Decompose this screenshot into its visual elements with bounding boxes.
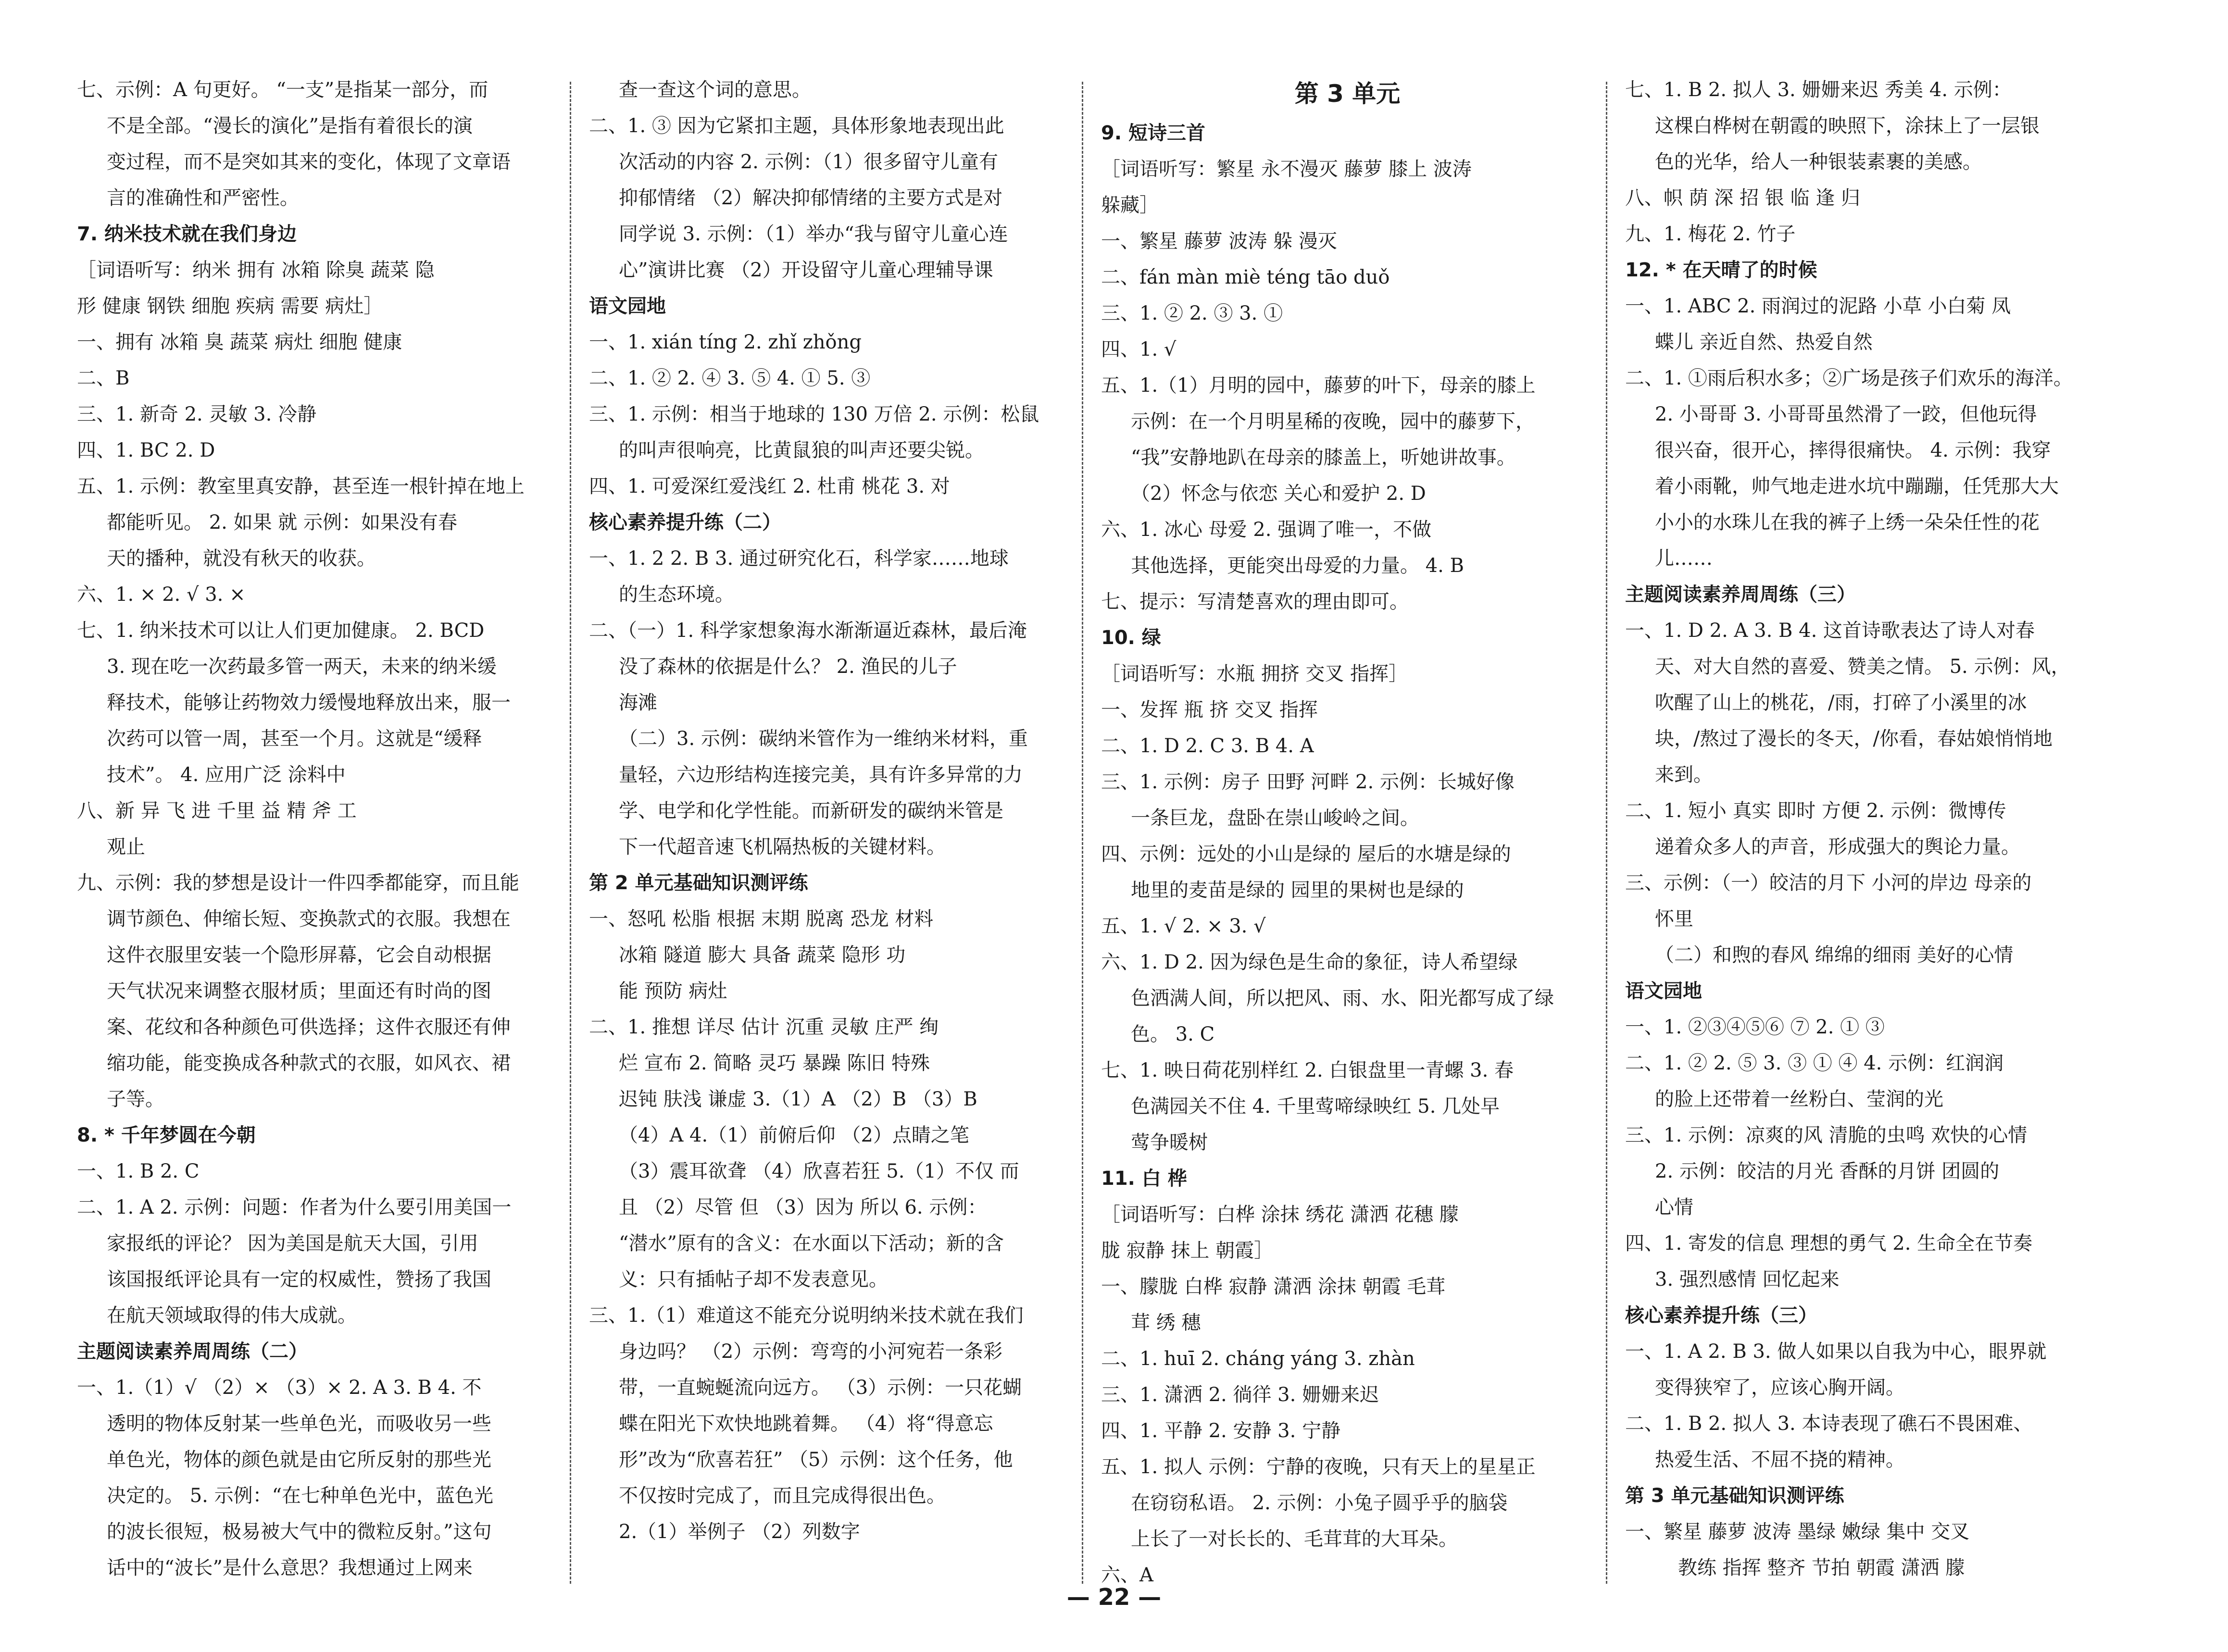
answer-line: 缩功能，能变换成各种款式的衣服，如风衣、裙: [107, 1052, 511, 1074]
answer-line: 来到。: [1655, 764, 1713, 786]
answer-line: 3. 现在吃一次药最多管一两天，未来的纳米缓: [107, 656, 497, 678]
answer-line: 一、怒吼 松脂 根据 末期 脱离 恐龙 材料: [589, 908, 934, 930]
answer-line: 其他选择，更能突出母爱的力量。 4. B: [1131, 555, 1464, 577]
answer-line: 3. 强烈感情 回忆起来: [1655, 1268, 1840, 1291]
answer-line: 六、1. × 2. √ 3. ×: [77, 584, 246, 606]
answer-line: 莺争暖树: [1131, 1131, 1208, 1154]
answer-line: 一、繁星 藤萝 波涛 躲 漫灭: [1101, 230, 1337, 252]
answer-line: 一条巨龙，盘卧在崇山峻岭之间。: [1131, 807, 1419, 829]
answer-column-1: [77, 72, 546, 1586]
answer-line: 二、1. 短小 真实 即时 方便 2. 示例：微博传: [1625, 800, 2006, 822]
answer-line: 五、1. 示例：教室里真安静，甚至连一根针掉在地上: [77, 475, 525, 497]
answer-line: 一、繁星 藤萝 波涛 墨绿 嫩绿 集中 交叉: [1625, 1521, 1970, 1543]
answer-line: 的生态环境。: [619, 584, 734, 606]
answer-line: 三、1. 示例：房子 田野 河畔 2. 示例：长城好像: [1101, 771, 1515, 793]
answer-line: 调节颜色、伸缩长短、变换款式的衣服。我想在: [107, 908, 511, 930]
answer-line: 色的光华，给人一种银装素裹的美感。: [1655, 151, 1982, 173]
answer-line: 四、1. 平静 2. 安静 3. 宁静: [1101, 1420, 1341, 1442]
answer-line: 海滩: [619, 692, 657, 714]
answer-line: 技术”。 4. 应用广泛 涂料中: [107, 764, 346, 786]
column-divider: [570, 82, 571, 1584]
answer-line: 一、1. 2 2. B 3. 通过研究化石，科学家……地球: [589, 547, 1009, 570]
answer-line: 一、发挥 瓶 挤 交叉 指挥: [1101, 699, 1318, 721]
section-heading: 第 2 单元基础知识测评练: [589, 872, 808, 894]
answer-line: 着小雨靴，帅气地走进水坑中蹦蹦，任凭那大大: [1655, 475, 2059, 497]
answer-line: 天、对大自然的喜爱、赞美之情。 5. 示例：风，: [1655, 656, 2070, 678]
answer-line: 三、示例：（一）皎洁的月下 小河的岸边 母亲的: [1625, 872, 2032, 894]
answer-line: 示例：在一个月明星稀的夜晚，园中的藤萝下，: [1131, 410, 1535, 433]
answer-line: 烂 宣布 2. 简略 灵巧 暴躁 陈旧 特殊: [619, 1052, 930, 1074]
answer-line: “我”安静地趴在母亲的膝盖上，听她讲故事。: [1131, 447, 1516, 469]
answer-line: 心情: [1655, 1196, 1693, 1218]
answer-line: 六、1. D 2. 因为绿色是生命的象征，诗人希望绿: [1101, 951, 1518, 973]
answer-line: 五、1.（1）月明的园中，藤萝的叶下，母亲的膝上: [1101, 374, 1536, 397]
section-heading: 核心素养提升练（二）: [589, 511, 781, 534]
answer-line: 五、1. 拟人 示例：宁静的夜晚，只有天上的星星正: [1101, 1456, 1536, 1478]
answer-line: 二、1. ①雨后积水多；②广场是孩子们欢乐的海洋。: [1625, 367, 2073, 389]
answer-line: 蝶儿 亲近自然、热爱自然: [1655, 331, 1873, 353]
answer-line: 次活动的内容 2. 示例：（1）很多留守儿童有: [619, 151, 999, 173]
answer-line: 冰箱 隧道 膨大 具备 蔬菜 隐形 功: [619, 944, 906, 966]
answer-line: 2.（1）举例子 （2）列数字: [619, 1521, 860, 1543]
answer-line: 在窃窃私语。 2. 示例：小兔子圆乎乎的脑袋: [1131, 1492, 1508, 1514]
answer-line: 六、A: [1101, 1564, 1153, 1586]
section-heading: 核心素养提升练（三）: [1625, 1304, 1817, 1327]
answer-line: 身边吗？ （2）示例：弯弯的小河宛若一条彩: [619, 1341, 1003, 1363]
answer-line: 二、1. 推想 详尽 估计 沉重 灵敏 庄严 绚: [589, 1016, 939, 1038]
answer-line: 上长了一对长长的、毛茸茸的大耳朵。: [1131, 1528, 1458, 1550]
answer-line: 二、1. D 2. C 3. B 4. A: [1101, 735, 1314, 757]
answer-line: 胧 寂静 抹上 朝霞］: [1101, 1240, 1274, 1262]
answer-line: 三、1. 潇洒 2. 徜徉 3. 姗姗来迟: [1101, 1384, 1379, 1406]
answer-line: 八、帜 荫 深 招 银 临 逢 归: [1625, 187, 1861, 209]
answer-line: 色洒满人间，所以把风、雨、水、阳光都写成了绿: [1131, 987, 1554, 1009]
answer-line: 蝶在阳光下欢快地跳着舞。 （4）将“得意忘: [619, 1413, 993, 1435]
answer-line: ［词语听写：繁星 永不漫灭 藤萝 膝上 波涛: [1101, 158, 1472, 180]
answer-line: ［词语听写：纳米 拥有 冰箱 除臭 蔬菜 隐: [77, 259, 435, 281]
answer-line: 二、1. ③ 因为它紧扣主题，具体形象地表现出此: [589, 115, 1004, 137]
answer-line: 块，/熬过了漫长的冬天，/你看，春姑娘悄悄地: [1655, 728, 2053, 750]
answer-line: 抑郁情绪 （2）解决抑郁情绪的主要方式是对: [619, 187, 1003, 209]
answer-line: 二、（一）1. 科学家想象海水渐渐逼近森林，最后淹: [589, 620, 1027, 642]
answer-line: 吹醒了山上的桃花，/雨，打碎了小溪里的冰: [1655, 692, 2027, 714]
answer-line: 教练 指挥 整齐 节拍 朝霞 潇洒 朦: [1678, 1557, 1965, 1579]
answer-line: 二、fán màn miè téng tāo duǒ: [1101, 266, 1390, 288]
section-heading: 语文园地: [589, 295, 666, 317]
answer-line: 观止: [107, 836, 145, 858]
answer-line: （3）震耳欲聋 （4）欣喜若狂 5.（1）不仅 而: [619, 1160, 1019, 1182]
column-divider: [1606, 82, 1607, 1584]
answer-line: 的叫声很响亮，比黄鼠狼的叫声还要尖锐。: [619, 439, 984, 461]
column-divider: [1082, 82, 1083, 1584]
answer-line: 七、提示：写清楚喜欢的理由即可。: [1101, 591, 1409, 613]
answer-line: 七、示例：A 句更好。 “一支”是指某一部分，而: [77, 79, 488, 101]
answer-line: 四、1. 可爱深红爱浅红 2. 杜甫 桃花 3. 对: [589, 475, 950, 497]
answer-line: 二、1. ② 2. ⑤ 3. ③ ① ④ 4. 示例：红润润: [1625, 1052, 2004, 1074]
answer-line: 天气状况来调整衣服材质；里面还有时尚的图: [107, 980, 491, 1002]
answer-line: 地里的麦苗是绿的 园里的果树也是绿的: [1131, 879, 1464, 901]
answer-line: 躲藏］: [1101, 194, 1159, 216]
answer-line: 怀里: [1655, 908, 1693, 930]
answer-line: 茸 绣 穗: [1131, 1312, 1201, 1334]
answer-line: 子等。: [107, 1088, 164, 1110]
answer-line: “潜水”原有的含义：在水面以下活动；新的含: [619, 1232, 1004, 1255]
answer-line: 2. 小哥哥 3. 小哥哥虽然滑了一跤，但他玩得: [1655, 403, 2037, 425]
answer-line: 九、1. 梅花 2. 竹子: [1625, 223, 1796, 245]
answer-line: 四、1. 寄发的信息 理想的勇气 2. 生命全在节奏: [1625, 1232, 2033, 1255]
answer-line: 在航天领域取得的伟大成就。: [107, 1304, 357, 1327]
answer-line: 三、1. ② 2. ③ 3. ①: [1101, 302, 1283, 324]
answer-line: 话中的“波长”是什么意思？我想通过上网来: [107, 1557, 473, 1579]
answer-line: 一、1. D 2. A 3. B 4. 这首诗歌表达了诗人对春: [1625, 620, 2035, 642]
answer-line: 一、朦胧 白桦 寂静 潇洒 涂抹 朝霞 毛茸: [1101, 1276, 1446, 1298]
answer-line: 的脸上还带着一丝粉白、莹润的光: [1655, 1088, 1943, 1110]
answer-line: （二）和煦的春风 绵绵的细雨 美好的心情: [1655, 944, 2014, 966]
answer-line: 八、新 异 飞 进 千里 益 精 斧 工: [77, 800, 357, 822]
answer-line: 查一查这个词的意思。: [619, 79, 811, 101]
answer-line: 一、1. B 2. C: [77, 1160, 200, 1182]
answer-line: 能 预防 病灶: [619, 980, 727, 1002]
answer-line: 这棵白桦树在朝霞的映照下，涂抹上了一层银: [1655, 115, 2040, 137]
answer-line: 四、1. √: [1101, 338, 1177, 360]
answer-line: 三、1. 示例：凉爽的风 清脆的虫鸣 欢快的心情: [1625, 1124, 2028, 1146]
answer-line: 一、1. ②③④⑤⑥ ⑦ 2. ① ③: [1625, 1016, 1885, 1038]
answer-line: 不是全部。“漫长的演化”是指有着很长的演: [107, 115, 473, 137]
answer-line: 热爱生活、不屈不挠的精神。: [1655, 1449, 1905, 1471]
answer-line: 一、拥有 冰箱 臭 蔬菜 病灶 细胞 健康: [77, 331, 402, 353]
answer-line: ［词语听写：水瓶 拥挤 交叉 指挥］: [1101, 663, 1408, 685]
answer-column-3: [1101, 72, 1594, 1593]
answer-line: 五、1. √ 2. × 3. √: [1101, 915, 1266, 937]
section-heading: 11. 白 桦: [1101, 1168, 1187, 1190]
answer-line: 这件衣服里安装一个隐形屏幕，它会自动根据: [107, 944, 491, 966]
answer-line: 小小的水珠儿在我的裤子上绣一朵朵任性的花: [1655, 511, 2040, 534]
answer-line: 一、1.（1）√ （2）× （3）× 2. A 3. B 4. 不: [77, 1377, 482, 1399]
section-heading: 10. 绿: [1101, 627, 1161, 649]
section-heading: 9. 短诗三首: [1101, 122, 1205, 144]
answer-line: 学、电学和化学性能。而新研发的碳纳米管是: [619, 800, 1003, 822]
answer-line: 三、1. 示例：相当于地球的 130 万倍 2. 示例：松鼠: [589, 403, 1039, 425]
answer-line: 天的播种，就没有秋天的收获。: [107, 547, 376, 570]
section-heading: 语文园地: [1625, 980, 1702, 1002]
answer-line: （4）A 4.（1）前俯后仰 （2）点睛之笔: [619, 1124, 969, 1146]
answer-line: 六、1. 冰心 母爱 2. 强调了唯一，不做: [1101, 519, 1432, 541]
answer-line: 四、示例：远处的小山是绿的 屋后的水塘是绿的: [1101, 843, 1511, 865]
section-heading: 8. * 千年梦圆在今朝: [77, 1124, 256, 1146]
answer-line: 都能听见。 2. 如果 就 示例：如果没有春: [107, 511, 458, 534]
answer-line: 家报纸的评论？ 因为美国是航天大国，引用: [107, 1232, 478, 1255]
answer-line: 二、1. ② 2. ④ 3. ⑤ 4. ① 5. ③: [589, 367, 871, 389]
answer-line: 单色光，物体的颜色就是由它所反射的那些光: [107, 1449, 491, 1471]
answer-line: 该国报纸评论具有一定的权威性，赞扬了我国: [107, 1268, 491, 1291]
answer-line: 同学说 3. 示例：（1）举办“我与留守儿童心连: [619, 223, 1008, 245]
answer-line: 儿……: [1655, 547, 1713, 570]
answer-line: （2）怀念与依恋 关心和爱护 2. D: [1131, 483, 1426, 505]
answer-line: 带，一直蜿蜒流向远方。 （3）示例：一只花蝴: [619, 1377, 1022, 1399]
answer-line: 递着众多人的声音，形成强大的舆论力量。: [1655, 836, 2020, 858]
section-heading: 12. * 在天晴了的时候: [1625, 259, 1817, 281]
unit-title: 第 3 单元: [1294, 80, 1401, 108]
section-heading: 主题阅读素养周周练（二）: [77, 1341, 308, 1363]
answer-line: 七、1. 纳米技术可以让人们更加健康。 2. BCD: [77, 620, 485, 642]
answer-line: 二、1. A 2. 示例：问题：作者为什么要引用美国一: [77, 1196, 512, 1218]
answer-line: 四、1. BC 2. D: [77, 439, 215, 461]
answer-line: 量轻，六边形结构连接完美，具有许多异常的力: [619, 764, 1023, 786]
answer-line: 二、B: [77, 367, 130, 389]
answer-line: 不仅按时完成了，而且完成得很出色。: [619, 1485, 946, 1507]
answer-line: 色满园关不住 4. 千里莺啼绿映红 5. 几处早: [1131, 1095, 1500, 1118]
answer-line: （二）3. 示例：碳纳米管作为一维纳米材料，重: [619, 728, 1028, 750]
answer-line: 案、花纹和各种颜色可供选择；这件衣服还有伸: [107, 1016, 511, 1038]
answer-line: 很兴奋，很开心，摔得很痛快。 4. 示例：我穿: [1655, 439, 2051, 461]
answer-line: 决定的。 5. 示例：“在七种单色光中，蓝色光: [107, 1485, 494, 1507]
page-number: — 22 —: [1066, 1584, 1162, 1611]
answer-line: 一、1. ABC 2. 雨润过的泥路 小草 小白菊 凤: [1625, 295, 2011, 317]
answer-line: 的波长很短，极易被大气中的微粒反射。”这句: [107, 1521, 492, 1543]
answer-line: 三、1. 新奇 2. 灵敏 3. 冷静: [77, 403, 317, 425]
answer-column-2: [589, 72, 1058, 1550]
answer-line: 2. 示例：皎洁的月光 香酥的月饼 团圆的: [1655, 1160, 2000, 1182]
answer-line: 下一代超音速飞机隔热板的关键材料。: [619, 836, 946, 858]
answer-line: ［词语听写：白桦 涂抹 绣花 潇洒 花穗 朦: [1101, 1204, 1459, 1226]
section-heading: 第 3 单元基础知识测评练: [1625, 1485, 1844, 1507]
answer-line: 次药可以管一周，甚至一个月。这就是“缓释: [107, 728, 482, 750]
answer-line: 变过程，而不是突如其来的变化，体现了文章语: [107, 151, 511, 173]
answer-line: 迟钝 肤浅 谦虚 3.（1）A （2）B （3）B: [619, 1088, 977, 1110]
answer-line: 色。 3. C: [1131, 1023, 1215, 1045]
answer-line: 义：只有插帖子却不发表意见。: [619, 1268, 888, 1291]
answer-line: 二、1. B 2. 拟人 3. 本诗表现了礁石不畏困难、: [1625, 1413, 2033, 1435]
answer-line: 释技术，能够让药物效力缓慢地释放出来，服一: [107, 692, 511, 714]
answer-line: 一、1. A 2. B 3. 做人如果以自我为中心，眼界就: [1625, 1341, 2047, 1363]
answer-line: 且 （2）尽管 但 （3）因为 所以 6. 示例：: [619, 1196, 987, 1218]
section-heading: 7. 纳米技术就在我们身边: [77, 223, 297, 245]
answer-line: 变得狭窄了，应该心胸开阔。: [1655, 1377, 1905, 1399]
answer-line: 七、1. B 2. 拟人 3. 姗姗来迟 秀美 4. 示例：: [1625, 79, 2012, 101]
answer-line: 形”改为“欣喜若狂” （5）示例：这个任务，他: [619, 1449, 1013, 1471]
answer-line: 三、1.（1）难道这不能充分说明纳米技术就在我们: [589, 1304, 1024, 1327]
answer-line: 言的准确性和严密性。: [107, 187, 299, 209]
answer-line: 七、1. 映日荷花别样红 2. 白银盘里一青螺 3. 春: [1101, 1059, 1514, 1081]
section-heading: 主题阅读素养周周练（三）: [1625, 584, 1856, 606]
answer-line: 透明的物体反射某一些单色光，而吸收另一些: [107, 1413, 491, 1435]
answer-line: 一、1. xián tíng 2. zhǐ zhǒng: [589, 331, 862, 353]
answer-line: 心”演讲比赛 （2）开设留守儿童心理辅导课: [619, 259, 993, 281]
answer-line: 形 健康 钢铁 细胞 疾病 需要 病灶］: [77, 295, 383, 317]
answer-line: 九、示例：我的梦想是设计一件四季都能穿，而且能: [77, 872, 519, 894]
answer-line: 二、1. huī 2. cháng yáng 3. zhàn: [1101, 1348, 1415, 1370]
answer-line: 没了森林的依据是什么？ 2. 渔民的儿子: [619, 656, 957, 678]
answer-column-4: [1625, 72, 2106, 1586]
